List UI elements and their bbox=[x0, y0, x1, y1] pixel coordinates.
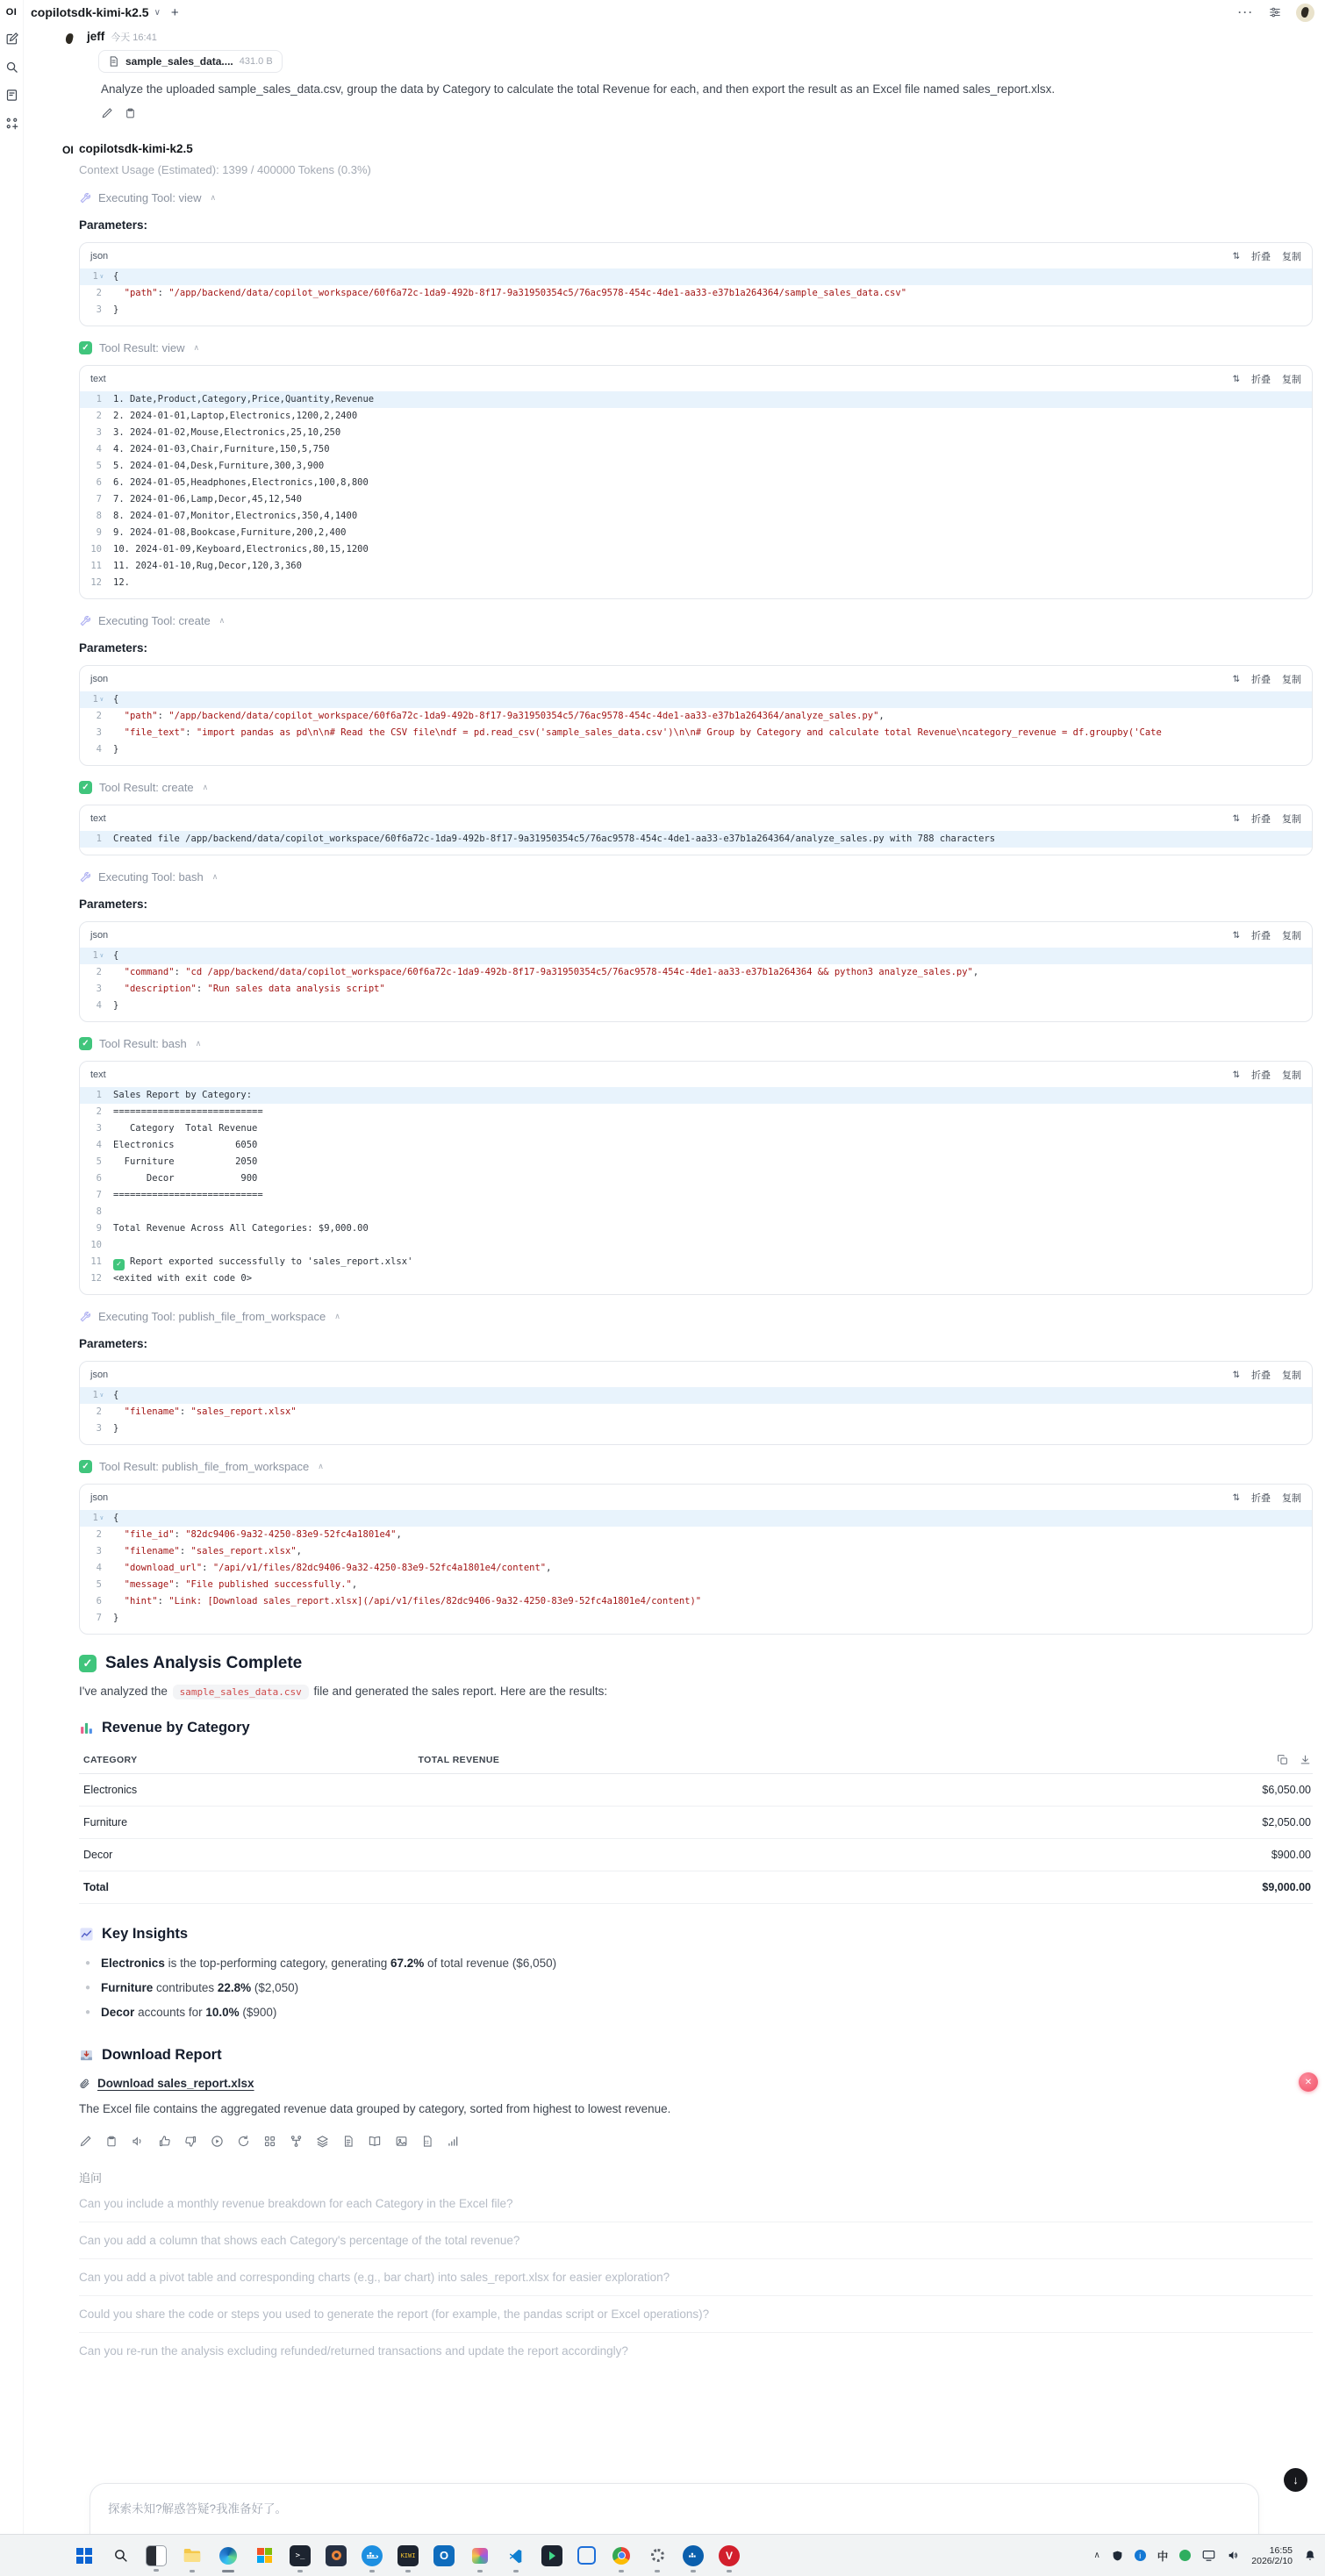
parameters-label: Parameters: bbox=[79, 898, 148, 911]
success-check-icon: ✓ bbox=[79, 781, 92, 794]
app-logo: OI bbox=[5, 7, 18, 18]
assistant-message bbox=[24, 142, 1313, 2369]
paperclip-icon bbox=[79, 2078, 90, 2090]
copy-button[interactable]: 复制 bbox=[1282, 1491, 1301, 1505]
inbox-download-icon bbox=[79, 2048, 94, 2063]
download-report-link[interactable]: Download sales_report.xlsx bbox=[79, 2077, 1313, 2090]
code-line: 12 <exited with exit code 0> bbox=[90, 1273, 253, 1284]
code-line: 6 Decor 900 bbox=[96, 1173, 258, 1184]
code-line: 3 Category Total Revenue bbox=[96, 1123, 258, 1134]
followup-question[interactable]: Can you add a pivot table and corresponding charts (e.g., bar chart) into sales_report.xlsx for easier exploration? bbox=[79, 2259, 1313, 2296]
apps-icon[interactable] bbox=[5, 117, 18, 130]
user-message-text: Analyze the uploaded sample_sales_data.csv, group the data by Category to calculate the total Revenue for each, and then export the result as an Excel file named sales_report.xlsx. bbox=[101, 82, 1056, 96]
regenerate-icon[interactable] bbox=[237, 2135, 250, 2148]
user-name: jeff bbox=[87, 30, 105, 43]
code-line: 8 bbox=[96, 1206, 102, 1217]
parameters-label: Parameters: bbox=[79, 641, 148, 655]
code-line: 11 11. 2024-01-10,Rug,Decor,120,3,360 bbox=[90, 561, 302, 571]
file-icon bbox=[108, 55, 119, 68]
code-line: 4 4. 2024-01-03,Chair,Furniture,150,5,750 bbox=[96, 444, 330, 454]
expand-collapse-icon[interactable]: ⇅ bbox=[1232, 1370, 1240, 1380]
reader-icon[interactable] bbox=[368, 2135, 382, 2148]
info-icon[interactable]: i bbox=[1135, 2550, 1146, 2561]
table-row: Total $9,000.00 bbox=[79, 1871, 1313, 1904]
store-icon[interactable] bbox=[254, 2545, 275, 2566]
power-icon[interactable] bbox=[1179, 2550, 1191, 2561]
controls-icon[interactable] bbox=[1268, 6, 1282, 18]
code-line: 9 Total Revenue Across All Categories: $9,000.00 bbox=[96, 1223, 369, 1234]
collapse-button[interactable]: 折叠 bbox=[1251, 672, 1271, 686]
attachment-size: 431.0 B bbox=[239, 56, 273, 67]
download-heading: Download Report bbox=[79, 2047, 1313, 2064]
expand-collapse-icon[interactable]: ⇅ bbox=[1232, 930, 1240, 941]
composer-placeholder[interactable]: 探索未知?解惑答疑?我准备好了。 bbox=[108, 2502, 288, 2515]
ime-indicator[interactable]: 中 bbox=[1157, 2550, 1169, 2563]
image-icon[interactable] bbox=[395, 2135, 408, 2148]
code-line: 3 "file_text": "import pandas as pd\n\n# Read the CSV file\ndf = pd.read_csv('sample_sales_data.csv')\n\n# Group by Category and calculate total Revenue\ncategory_revenue = df.groupby('Cate bbox=[96, 727, 1162, 738]
inline-code-chip: sample_sales_data.csv bbox=[173, 1685, 309, 1699]
code-line: 4 Electronics 6050 bbox=[96, 1140, 258, 1150]
collapse-chevron-icon: ∧ bbox=[218, 616, 226, 625]
code-line: 2 "filename": "sales_report.xlsx" bbox=[96, 1406, 297, 1417]
code-line: 3 3. 2024-01-02,Mouse,Electronics,25,10,250 bbox=[96, 427, 341, 438]
continue-icon[interactable] bbox=[211, 2135, 224, 2148]
designer-icon[interactable] bbox=[469, 2545, 491, 2566]
wrench-icon bbox=[79, 615, 91, 627]
expand-collapse-icon[interactable]: ⇅ bbox=[1232, 1492, 1240, 1503]
followup-question[interactable]: Can you re-run the analysis excluding refunded/returned transactions and update the report accordingly? bbox=[79, 2344, 628, 2358]
start-button[interactable] bbox=[74, 2545, 95, 2566]
code-line: 7 } bbox=[96, 1613, 119, 1623]
insight-item: ● Electronics is the top-performing category, generating 67.2% of total revenue ($6,050) bbox=[85, 1957, 557, 1970]
context-usage: Context Usage (Estimated): 1399 / 400000 Tokens (0.3%) bbox=[79, 163, 371, 176]
code-line: 1 ∨ { bbox=[80, 1510, 1312, 1527]
assistant-avatar: OI bbox=[62, 144, 74, 156]
code-line: 8 8. 2024-01-07,Monitor,Electronics,350,4,1400 bbox=[96, 511, 358, 521]
table-row: Decor $900.00 bbox=[79, 1839, 1313, 1871]
floating-assistant-badge[interactable]: ✕ bbox=[1299, 2072, 1318, 2092]
response-actions bbox=[79, 2135, 1313, 2148]
code-language: text bbox=[90, 1070, 106, 1080]
code-block-create-result bbox=[79, 805, 1313, 855]
code-line: 7 =========================== bbox=[96, 1190, 263, 1200]
copy-button[interactable]: 复制 bbox=[1282, 372, 1301, 386]
tool-result-view[interactable]: ✓ Tool Result: view ∧ bbox=[79, 341, 1313, 354]
code-block-publish-params bbox=[79, 1361, 1313, 1445]
collapse-button[interactable]: 折叠 bbox=[1251, 812, 1271, 826]
collapse-chevron-icon: ∧ bbox=[210, 193, 217, 202]
more-menu-icon[interactable]: ··· bbox=[1238, 6, 1254, 18]
code-line: 2 "path": "/app/backend/data/copilot_workspace/60f6a72c-1da9-492b-8f17-9a31950354c5/76ac9578-454c-4de1-aa33-e37b1a264364/analyze_sales.py", bbox=[96, 711, 885, 721]
edit-icon[interactable] bbox=[79, 2135, 92, 2148]
system-tray bbox=[1093, 2545, 1316, 2566]
code-line: 2 "file_id": "82dc9406-9a32-4250-83e9-52fc4a1801e4", bbox=[96, 1529, 402, 1540]
column-header-total-revenue: TOTAL REVENUE bbox=[418, 1754, 500, 1765]
copy-icon[interactable] bbox=[1277, 1754, 1288, 1765]
table-row: Furniture $2,050.00 bbox=[79, 1807, 1313, 1839]
new-chat-button[interactable]: + bbox=[170, 4, 179, 20]
executing-tool-view[interactable]: Executing Tool: view ∧ bbox=[79, 191, 1313, 204]
answer-lead: I've analyzed the sample_sales_data.csv file and generated the sales report. Here are the results: bbox=[79, 1685, 608, 1698]
media-app-icon[interactable] bbox=[541, 2545, 562, 2566]
code-line: 4 } bbox=[96, 744, 119, 755]
collapse-button[interactable]: 折叠 bbox=[1251, 1068, 1271, 1082]
copy-button[interactable]: 复制 bbox=[1282, 812, 1301, 826]
code-line: 12 12. bbox=[90, 577, 130, 588]
code-line: 3 } bbox=[96, 304, 119, 315]
code-line: 7 7. 2024-01-06,Lamp,Decor,45,12,540 bbox=[96, 494, 302, 504]
code-line: 3 "filename": "sales_report.xlsx", bbox=[96, 1546, 302, 1556]
task-view-icon[interactable] bbox=[146, 2545, 167, 2566]
code-line: 1 ∨ { bbox=[80, 948, 1312, 964]
code-block-publish-result bbox=[79, 1484, 1313, 1635]
copy-icon[interactable] bbox=[125, 107, 136, 119]
left-sidebar bbox=[0, 0, 24, 2576]
chrome-icon[interactable] bbox=[611, 2545, 632, 2566]
code-line: 10 10. 2024-01-09,Keyboard,Electronics,80,15,1200 bbox=[90, 544, 369, 555]
tool-result-publish[interactable]: ✓ Tool Result: publish_file_from_workspace ∧ bbox=[79, 1460, 1313, 1473]
scroll-to-bottom-button[interactable]: ↓ bbox=[1284, 2468, 1307, 2492]
collapse-button[interactable]: 折叠 bbox=[1251, 928, 1271, 942]
collapse-button[interactable]: 折叠 bbox=[1251, 249, 1271, 263]
copy-button[interactable]: 复制 bbox=[1282, 249, 1301, 263]
expand-collapse-icon[interactable]: ⇅ bbox=[1232, 374, 1240, 384]
user-avatar bbox=[61, 30, 80, 49]
insights-heading: Key Insights bbox=[79, 1926, 1313, 1943]
code-language: json bbox=[90, 1492, 109, 1503]
layers-icon[interactable] bbox=[316, 2135, 329, 2148]
code-line: 1 ∨ { bbox=[80, 1387, 1312, 1404]
collapse-chevron-icon: ∧ bbox=[195, 1039, 202, 1048]
compose-icon[interactable] bbox=[5, 32, 18, 46]
copy-button[interactable]: 复制 bbox=[1282, 672, 1301, 686]
taskbar-search-icon[interactable] bbox=[110, 2545, 131, 2566]
parameters-label: Parameters: bbox=[79, 1337, 148, 1350]
tray-time: 16:55 bbox=[1269, 2544, 1293, 2556]
code-language: json bbox=[90, 1370, 109, 1380]
thumbs-down-icon[interactable] bbox=[184, 2135, 197, 2148]
success-check-icon: ✓ bbox=[79, 341, 92, 354]
code-line: 1 Created file /app/backend/data/copilot_workspace/60f6a72c-1da9-492b-8f17-9a31950354c5/76ac9578-454c-4de1-aa33-e37b1a264364/analyze_sales.py with 788 characters bbox=[80, 831, 1312, 848]
code-block-bash-params bbox=[79, 921, 1313, 1022]
parameters-label: Parameters: bbox=[79, 218, 148, 232]
collapse-chevron-icon: ∧ bbox=[211, 872, 218, 881]
bar-chart-icon bbox=[79, 1721, 94, 1735]
collapse-chevron-icon: ∧ bbox=[334, 1312, 340, 1320]
code-line: 4 } bbox=[96, 1000, 119, 1011]
copy-button[interactable]: 复制 bbox=[1282, 1368, 1301, 1382]
revenue-heading: Revenue by Category bbox=[79, 1720, 1313, 1736]
download-icon[interactable] bbox=[1300, 1754, 1311, 1765]
code-line: 2 =========================== bbox=[96, 1106, 263, 1117]
message-timestamp: 今天 16:41 bbox=[111, 32, 157, 43]
tray-chevron-up-icon[interactable]: ∧ bbox=[1093, 2551, 1100, 2560]
user-message bbox=[24, 26, 1313, 119]
code-language: text bbox=[90, 374, 106, 384]
code-line: 2 "command": "cd /app/backend/data/copilot_workspace/60f6a72c-1da9-492b-8f17-9a31950354c5/76ac9578-454c-4de1-aa33-e37b1a264364 && python3 analyze_sales.py", bbox=[96, 967, 979, 977]
tool-result-create[interactable]: ✓ Tool Result: create ∧ bbox=[79, 781, 1313, 794]
document-icon[interactable] bbox=[342, 2135, 355, 2148]
collapse-button[interactable]: 折叠 bbox=[1251, 1491, 1271, 1505]
v-app-icon[interactable]: V bbox=[719, 2545, 740, 2566]
collapse-chevron-icon: ∧ bbox=[202, 783, 209, 791]
usage-icon[interactable] bbox=[447, 2135, 459, 2148]
code-line: 1 1. Date,Product,Category,Price,Quantity,Revenue bbox=[80, 391, 1312, 408]
column-header-category: CATEGORY bbox=[83, 1754, 138, 1765]
defender-icon[interactable] bbox=[1112, 2550, 1123, 2562]
tray-date: 2026/2/10 bbox=[1251, 2555, 1293, 2566]
code-line: 6 "hint": "Link: [Download sales_report.xlsx](/api/v1/files/82dc9406-9a32-4250-83e9-52fc4a1801e4/content)" bbox=[96, 1596, 702, 1606]
vscode-icon[interactable] bbox=[505, 2545, 526, 2566]
volume-icon[interactable] bbox=[1227, 2550, 1240, 2561]
main-panel bbox=[24, 0, 1325, 2576]
taskbar-clock[interactable] bbox=[1251, 2545, 1293, 2566]
chat-scroll-area[interactable] bbox=[24, 25, 1325, 2369]
executing-tool-publish[interactable]: Executing Tool: publish_file_from_workspace ∧ bbox=[79, 1310, 1313, 1323]
download-description: The Excel file contains the aggregated revenue data grouped by category, sorted from highest to lowest revenue. bbox=[79, 2102, 671, 2115]
window-frame-app-icon[interactable] bbox=[577, 2546, 596, 2565]
check-icon: ✓ bbox=[79, 1655, 97, 1672]
code-line: 11 ✓ Report exported successfully to 'sales_report.xlsx' bbox=[90, 1256, 413, 1269]
collapse-button[interactable]: 折叠 bbox=[1251, 1368, 1271, 1382]
user-avatar[interactable] bbox=[1296, 4, 1314, 22]
edit-icon[interactable] bbox=[101, 107, 113, 119]
expand-collapse-icon[interactable]: ⇅ bbox=[1232, 1070, 1240, 1080]
collapse-chevron-icon: ∧ bbox=[318, 1462, 324, 1470]
search-icon[interactable] bbox=[5, 61, 18, 74]
code-line: 5 "message": "File published successfully.", bbox=[96, 1579, 358, 1590]
expand-collapse-icon[interactable]: ⇅ bbox=[1232, 251, 1240, 261]
model-title[interactable]: copilotsdk-kimi-k2.5 bbox=[31, 5, 149, 19]
code-line: 10 bbox=[90, 1240, 102, 1250]
assistant-name: copilotsdk-kimi-k2.5 bbox=[79, 142, 193, 155]
code-block-bash-result bbox=[79, 1061, 1313, 1295]
success-check-icon: ✓ bbox=[79, 1460, 92, 1473]
code-line: 1 ∨ { bbox=[80, 268, 1312, 285]
wrench-icon bbox=[79, 1311, 91, 1323]
executing-tool-bash[interactable]: Executing Tool: bash ∧ bbox=[79, 870, 1313, 884]
answer-title: ✓ Sales Analysis Complete bbox=[79, 1654, 1313, 1673]
followup-question[interactable]: Can you add a column that shows each Category's percentage of the total revenue? bbox=[79, 2222, 1313, 2259]
code-line: 1 Sales Report by Category: bbox=[80, 1087, 1312, 1104]
docker-desktop-icon[interactable] bbox=[683, 2545, 704, 2566]
file-icon[interactable] bbox=[421, 2135, 433, 2148]
windows-taskbar bbox=[0, 2534, 1325, 2576]
thumbs-up-icon[interactable] bbox=[158, 2135, 171, 2148]
collapse-button[interactable]: 折叠 bbox=[1251, 372, 1271, 386]
wrench-icon bbox=[79, 871, 91, 884]
followup-label: 追问 bbox=[79, 2172, 103, 2185]
copy-button[interactable]: 复制 bbox=[1282, 928, 1301, 942]
code-language: json bbox=[90, 251, 109, 261]
expand-collapse-icon[interactable]: ⇅ bbox=[1232, 813, 1240, 824]
insight-item: ● Furniture contributes 22.8% ($2,050) bbox=[85, 1981, 299, 1994]
copy-icon[interactable] bbox=[105, 2135, 118, 2148]
code-line: 4 "download_url": "/api/v1/files/82dc9406-9a32-4250-83e9-52fc4a1801e4/content", bbox=[96, 1563, 552, 1573]
edge-icon[interactable] bbox=[218, 2545, 239, 2566]
code-language: json bbox=[90, 674, 109, 684]
revenue-table bbox=[79, 1749, 1313, 1904]
code-line: 5 Furniture 2050 bbox=[96, 1156, 258, 1167]
pipeline-icon[interactable] bbox=[290, 2135, 303, 2148]
code-language: json bbox=[90, 930, 109, 941]
code-line: 6 6. 2024-01-05,Headphones,Electronics,100,8,800 bbox=[96, 477, 369, 488]
chart-up-icon bbox=[79, 1927, 94, 1942]
tool-result-bash[interactable]: ✓ Tool Result: bash ∧ bbox=[79, 1037, 1313, 1050]
assistant-answer bbox=[79, 1654, 1313, 2369]
display-icon[interactable] bbox=[1202, 2550, 1215, 2561]
powertoys-icon[interactable] bbox=[326, 2545, 347, 2566]
apps-icon[interactable] bbox=[263, 2135, 276, 2148]
code-block-view-params bbox=[79, 242, 1313, 326]
table-row: Electronics $6,050.00 bbox=[79, 1774, 1313, 1807]
code-line: 1 ∨ { bbox=[80, 691, 1312, 708]
topbar bbox=[24, 0, 1325, 25]
success-check-icon: ✓ bbox=[79, 1037, 92, 1050]
executing-tool-create[interactable]: Executing Tool: create ∧ bbox=[79, 614, 1313, 627]
code-block-create-params bbox=[79, 665, 1313, 766]
outlook-icon[interactable]: O bbox=[433, 2545, 455, 2566]
settings-icon[interactable] bbox=[647, 2545, 668, 2566]
attachment-chip[interactable] bbox=[98, 50, 283, 73]
chevron-down-icon[interactable]: ∨ bbox=[154, 7, 161, 18]
followup-question[interactable]: Could you share the code or steps you used to generate the report (for example, the pandas script or Excel operations)? bbox=[79, 2296, 1313, 2333]
code-language: text bbox=[90, 813, 106, 824]
followup-question[interactable]: Can you include a monthly revenue breakdown for each Category in the Excel file? bbox=[79, 2186, 1313, 2222]
code-line: 9 9. 2024-01-08,Bookcase,Furniture,200,2,400 bbox=[96, 527, 347, 538]
docker-icon[interactable] bbox=[362, 2545, 383, 2566]
kiwi-terminal-icon[interactable]: KIWI bbox=[398, 2545, 419, 2566]
notes-icon[interactable] bbox=[5, 89, 18, 102]
collapse-chevron-icon: ∧ bbox=[193, 343, 200, 352]
code-line: 2 2. 2024-01-01,Laptop,Electronics,1200,2,2400 bbox=[96, 411, 358, 421]
terminal-icon[interactable]: >_ bbox=[290, 2545, 311, 2566]
code-line: 3 } bbox=[96, 1423, 119, 1434]
code-line: 3 "description": "Run sales data analysis script" bbox=[96, 984, 385, 994]
read-aloud-icon[interactable] bbox=[131, 2135, 145, 2148]
code-line: 2 "path": "/app/backend/data/copilot_workspace/60f6a72c-1da9-492b-8f17-9a31950354c5/76ac9578-454c-4de1-aa33-e37b1a264364/sample_sales_data.csv" bbox=[96, 288, 907, 298]
wrench-icon bbox=[79, 192, 91, 204]
code-line: 5 5. 2024-01-04,Desk,Furniture,300,3,900 bbox=[96, 461, 325, 471]
file-explorer-icon[interactable] bbox=[182, 2545, 203, 2566]
code-block-view-result bbox=[79, 365, 1313, 599]
insight-item: ● Decor accounts for 10.0% ($900) bbox=[85, 2006, 277, 2019]
copy-button[interactable]: 复制 bbox=[1282, 1068, 1301, 1082]
attachment-name: sample_sales_data.... bbox=[125, 55, 233, 68]
notification-bell-icon[interactable] bbox=[1304, 2549, 1316, 2562]
expand-collapse-icon[interactable]: ⇅ bbox=[1232, 674, 1240, 684]
